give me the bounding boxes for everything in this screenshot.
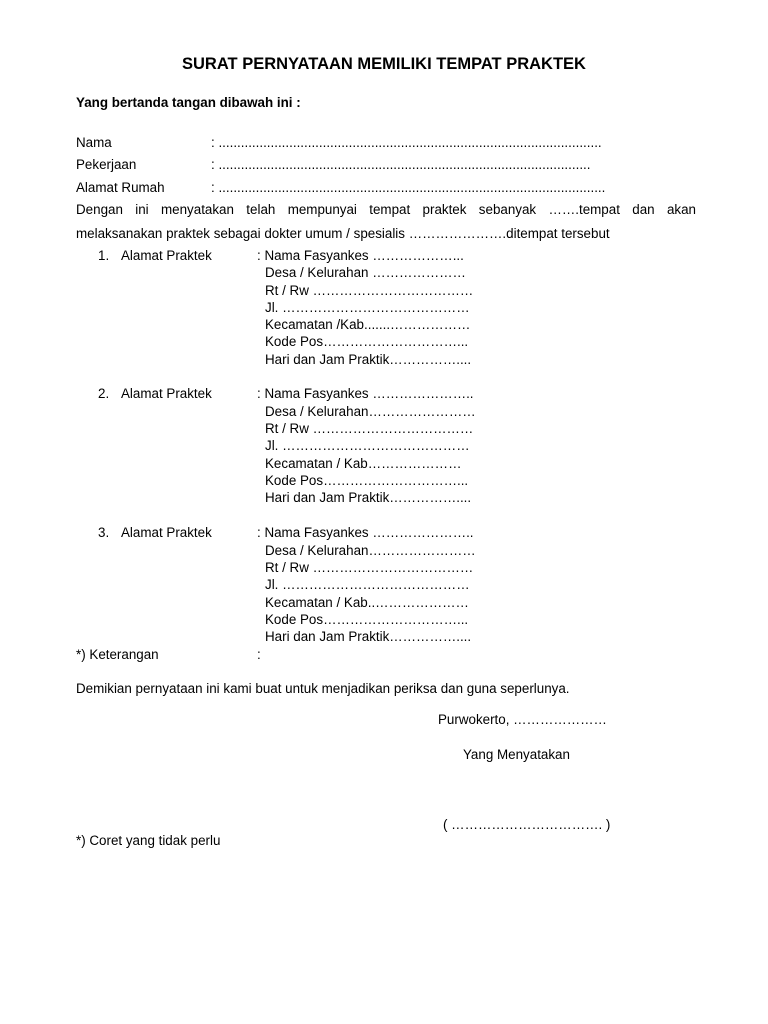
practice-1-rt-rw: Rt / Rw ……………………………… [265,283,474,298]
practice-2-jalan: Jl. …………………………………… [265,438,470,453]
place-date: Purwokerto, ………………… [438,712,607,727]
practice-1-label: Alamat Praktek [121,248,212,263]
practice-2-kecamatan: Kecamatan / Kab………………… [265,456,462,471]
statement-line-2: melaksanakan praktek sebagai dokter umum / spesialis ………………….ditempat tersebut [76,226,610,241]
signature-line: ( ……………………………. ) [443,817,611,832]
field-value-pekerjaan: : .................................................................................................... [211,157,591,172]
practice-1-kecamatan: Kecamatan /Kab.......……………… [265,317,471,332]
keterangan-colon: : [257,647,261,662]
field-label-nama: Nama [76,135,112,150]
practice-2-nama-fasyankes: : Nama Fasyankes ………………….. [257,386,474,401]
practice-3-desa: Desa / Kelurahan…………………… [265,543,476,558]
footnote: *) Coret yang tidak perlu [76,833,221,848]
practice-3-number: 3. [98,525,110,540]
field-label-pekerjaan: Pekerjaan [76,157,137,172]
practice-2-hari-jam: Hari dan Jam Praktik…………….... [265,490,472,505]
keterangan-label: *) Keterangan [76,647,159,662]
practice-3-rt-rw: Rt / Rw ……………………………… [265,560,474,575]
document-title: SURAT PERNYATAAN MEMILIKI TEMPAT PRAKTEK [182,55,586,73]
practice-3-nama-fasyankes: : Nama Fasyankes ………………….. [257,525,474,540]
practice-3-kode-pos: Kode Pos…………………………... [265,612,469,627]
practice-2-label: Alamat Praktek [121,386,212,401]
practice-3-label: Alamat Praktek [121,525,212,540]
field-value-nama: : ....................................................................................................... [211,135,602,150]
statement-line-1: Dengan ini menyatakan telah mempunyai tempat praktek sebanyak …….tempat dan akan [76,202,696,217]
practice-2-rt-rw: Rt / Rw ……………………………… [265,421,474,436]
intro-text: Yang bertanda tangan dibawah ini : [76,95,301,110]
practice-1-desa: Desa / Kelurahan ………………… [265,265,466,280]
practice-1-number: 1. [98,248,110,263]
practice-2-desa: Desa / Kelurahan…………………… [265,404,476,419]
practice-2-number: 2. [98,386,110,401]
closing-text: Demikian pernyataan ini kami buat untuk menjadikan periksa dan guna seperlunya. [76,681,570,696]
practice-2-kode-pos: Kode Pos…………………………... [265,473,469,488]
practice-3-kecamatan: Kecamatan / Kab..………………… [265,595,469,610]
practice-1-hari-jam: Hari dan Jam Praktik…………….... [265,352,472,367]
practice-1-nama-fasyankes: : Nama Fasyankes ………………... [257,248,464,263]
signer-title: Yang Menyatakan [463,747,570,762]
practice-1-jalan: Jl. …………………………………… [265,300,470,315]
field-value-alamat-rumah: : ........................................................................................................ [211,180,606,195]
practice-3-hari-jam: Hari dan Jam Praktik…………….... [265,629,472,644]
practice-3-jalan: Jl. …………………………………… [265,577,470,592]
practice-1-kode-pos: Kode Pos…………………………... [265,334,469,349]
field-label-alamat-rumah: Alamat Rumah [76,180,165,195]
